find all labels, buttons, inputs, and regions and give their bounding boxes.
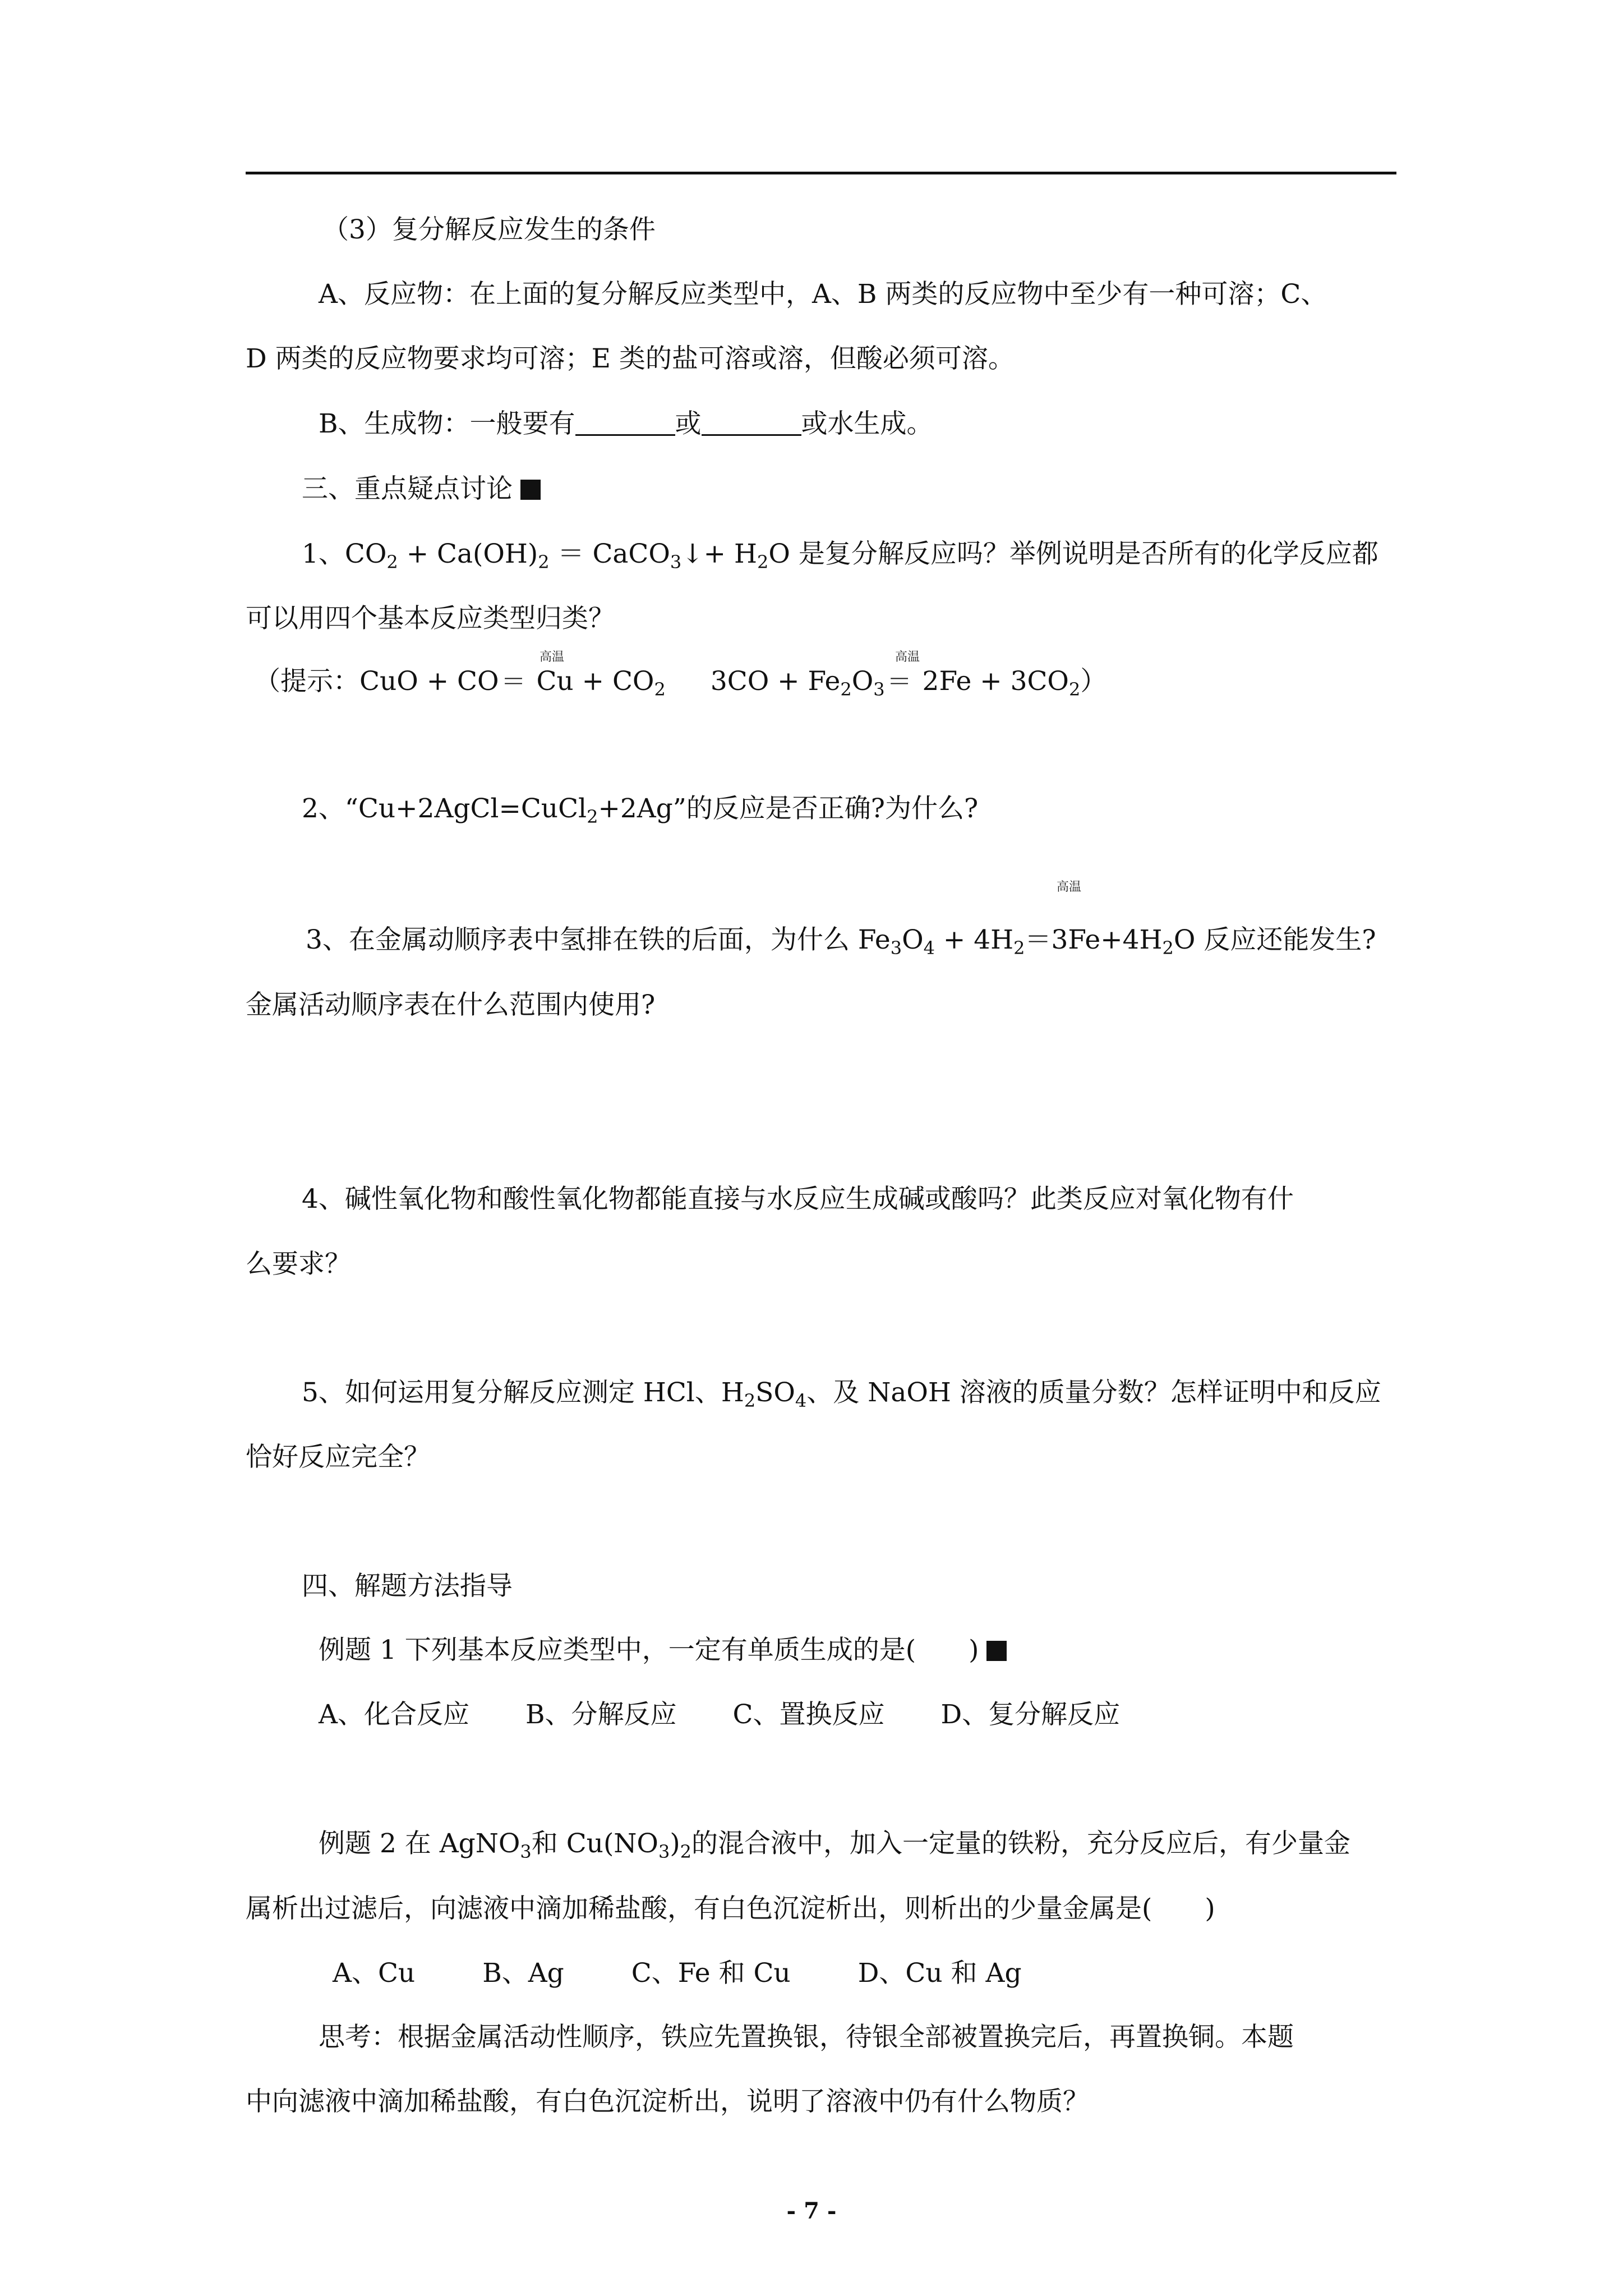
- page-number: - 7 -: [786, 2198, 837, 2224]
- condition-high-temp-2: 高温: [895, 650, 920, 664]
- option-c[interactable]: C、置换反应: [732, 1699, 885, 1730]
- q3-text-a: 3、在金属动顺序表中氢排在铁的后面，为什么 Fe: [306, 924, 891, 955]
- question-3-line-1: [306, 923, 1376, 957]
- q1-text-d: ↓+ H: [681, 539, 757, 569]
- ex2-text-b: 和 Cu(NO: [531, 1828, 658, 1859]
- think-line-1: 思考：根据金属活动性顺序，铁应先置换银，待银全部被置换完后，再置换铜。本题: [319, 2022, 1294, 2053]
- header-rule: [246, 172, 1396, 174]
- option-b[interactable]: B、分解反应: [525, 1699, 677, 1730]
- example-2-line-2: 属析出过滤后，向滤液中滴加稀盐酸，有白色沉淀析出，则析出的少量金属是( ): [246, 1893, 1215, 1924]
- q2-text-a: 2、“Cu+2AgCl=CuCl: [302, 793, 587, 824]
- example-2-options: [333, 1957, 1022, 1990]
- hint-text-f: ）: [1080, 666, 1107, 697]
- condition-high-temp-1: 高温: [540, 650, 565, 664]
- q1-text-a: 1、CO: [302, 539, 387, 569]
- subscript: 3: [873, 679, 885, 700]
- q3-text-c: + 4H: [934, 924, 1014, 955]
- hint-text-a: （提示：CuO + CO: [254, 666, 499, 697]
- q5-text-b: SO: [755, 1377, 795, 1408]
- question-4-line-1: 4、碱性氧化物和酸性氧化物都能直接与水反应生成碱或酸吗？此类反应对氧化物有什: [302, 1184, 1294, 1214]
- subscript: 2: [654, 679, 666, 700]
- section-3-heading: （3）复分解反应发生的条件: [322, 214, 656, 245]
- question-1-hint: [254, 665, 1106, 699]
- q2-text-b: +2Ag”的反应是否正确?为什么?: [598, 793, 979, 824]
- subscript: 3: [890, 937, 902, 959]
- fill-blank-1[interactable]: [575, 409, 675, 436]
- subscript: 3: [520, 1841, 532, 1862]
- subscript: 2: [587, 806, 598, 827]
- hint-text-c: 3CO + Fe: [710, 666, 841, 697]
- q1-text-b: + Ca(OH): [398, 539, 538, 569]
- ex2-text-c: ): [670, 1828, 680, 1859]
- q5-text-c: 、及 NaOH 溶液的质量分数？怎样证明中和反应: [806, 1377, 1381, 1408]
- subscript: 4: [795, 1390, 807, 1411]
- reactant-condition-line-1: A、反应物：在上面的复分解反应类型中，A、B 两类的反应物中至少有一种可溶；C、: [319, 279, 1327, 310]
- subscript: 2: [1162, 937, 1174, 959]
- example-1-stem: [319, 1634, 1007, 1667]
- question-5-line-1: [302, 1376, 1381, 1410]
- hint-text-e: 2Fe + 3CO: [914, 666, 1069, 697]
- ex2-text-a: 例题 2 在 AgNO: [319, 1828, 520, 1859]
- subscript: 2: [386, 551, 398, 573]
- product-condition-prefix: B、生成物：一般要有: [319, 408, 575, 439]
- subscript: 2: [840, 679, 852, 700]
- subscript: 3: [670, 551, 682, 573]
- example-1-text: 例题 1 下列基本反应类型中，一定有单质生成的是( ): [319, 1635, 979, 1665]
- black-square-icon: [986, 1641, 1007, 1661]
- product-condition-suffix: 或水生成。: [801, 408, 933, 439]
- q1-text-e: O 是复分解反应吗？举例说明是否所有的化学反应都: [768, 539, 1378, 569]
- q3-text-d: ＝3Fe+4H: [1025, 924, 1163, 955]
- ex2-text-d: 的混合液中，加入一定量的铁粉，充分反应后，有少量金: [691, 1828, 1351, 1859]
- subscript: 2: [1068, 679, 1081, 700]
- subscript: 4: [923, 937, 935, 959]
- black-square-icon: [520, 480, 541, 500]
- q3-text-b: O: [902, 924, 924, 955]
- question-4-line-2: 么要求？: [246, 1249, 351, 1280]
- option-c[interactable]: C、Fe 和 Cu: [631, 1958, 791, 1989]
- section-3-title: [302, 472, 541, 506]
- equals-sign: ＝: [887, 668, 912, 696]
- option-a[interactable]: A、化合反应: [319, 1699, 469, 1730]
- subscript: 2: [744, 1390, 756, 1411]
- reactant-condition-line-2: D 两类的反应物要求均可溶；E 类的盐可溶或溶，但酸必须可溶。: [246, 343, 1015, 374]
- subscript: 2: [538, 551, 550, 573]
- example-1-options: [319, 1698, 1120, 1732]
- hint-text-d: O: [851, 666, 874, 697]
- q5-text-a: 5、如何运用复分解反应测定 HCl、H: [302, 1377, 744, 1408]
- section-4-title: 四、解题方法指导: [302, 1571, 513, 1602]
- option-b[interactable]: B、Ag: [482, 1958, 564, 1989]
- q1-text-c: ＝ CaCO: [549, 539, 670, 569]
- question-2: [302, 792, 978, 826]
- option-d[interactable]: D、复分解反应: [940, 1699, 1121, 1730]
- hint-text-b: Cu + CO: [528, 666, 654, 697]
- equals-sign: ＝: [501, 668, 526, 696]
- subscript: 2: [680, 1841, 692, 1862]
- fill-blank-2[interactable]: [702, 409, 801, 436]
- q3-text-e: O 反应还能发生?: [1173, 924, 1376, 955]
- option-d[interactable]: D、Cu 和 Ag: [857, 1958, 1022, 1989]
- question-3-line-2: 金属活动顺序表在什么范围内使用?: [246, 990, 656, 1020]
- subscript: 2: [1013, 937, 1025, 959]
- question-5-line-2: 恰好反应完全？: [246, 1442, 430, 1473]
- option-a[interactable]: A、Cu: [333, 1958, 416, 1989]
- subscript: 2: [757, 551, 769, 573]
- section-3-title-text: 三、重点疑点讨论: [302, 473, 513, 504]
- example-2-line-1: [319, 1827, 1350, 1861]
- product-condition-or: 或: [675, 408, 702, 439]
- think-line-2: 中向滤液中滴加稀盐酸，有白色沉淀析出，说明了溶液中仍有什么物质？: [246, 2086, 1089, 2117]
- question-1-line-2: 可以用四个基本反应类型归类？: [246, 603, 615, 634]
- subscript: 3: [658, 1841, 670, 1862]
- condition-high-temp-3: 高温: [1057, 880, 1082, 894]
- product-condition-line: [319, 407, 933, 441]
- question-1-line-1: [302, 537, 1378, 571]
